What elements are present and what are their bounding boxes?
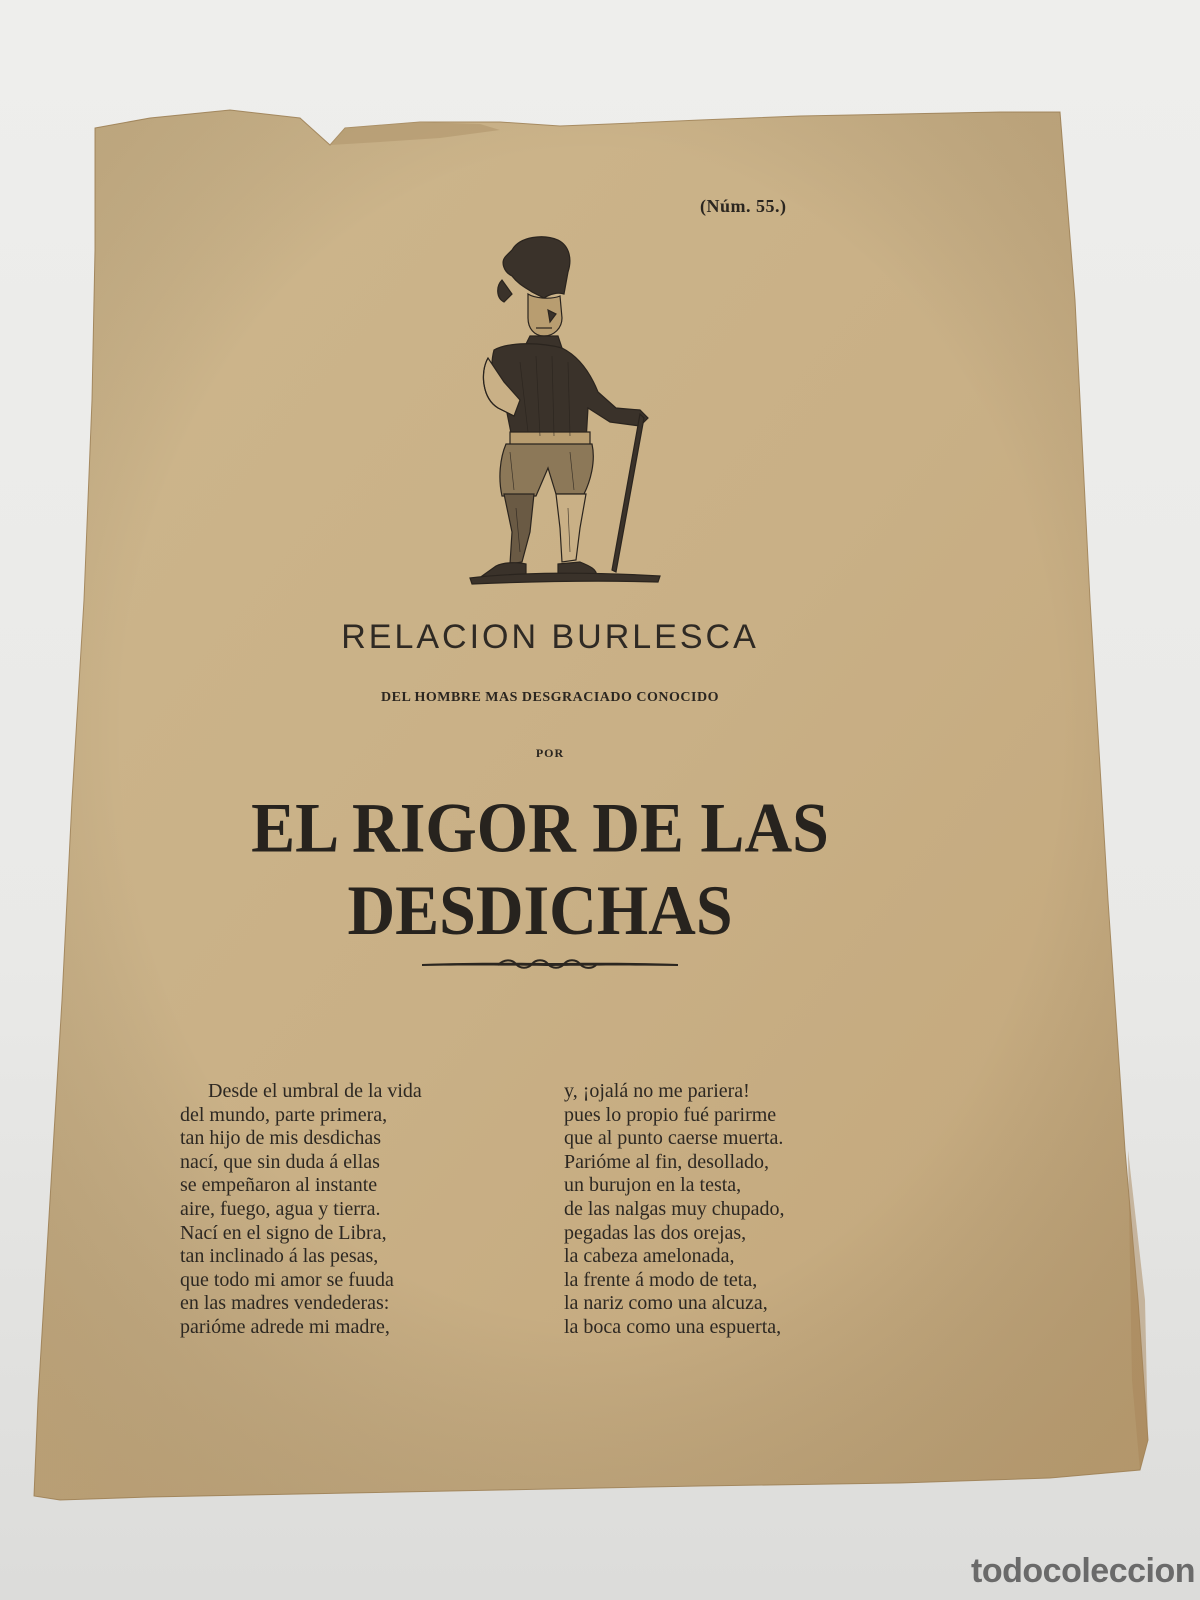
poem-line: nací, que sin duda á ellas <box>180 1150 380 1173</box>
poem-line: pues lo propio fué parirme <box>564 1103 777 1126</box>
ornamental-rule-icon <box>420 950 680 980</box>
poem-right-column <box>564 1080 894 1340</box>
por-label: POR <box>535 746 565 760</box>
poem-line: se empeñaron al instante <box>180 1174 378 1197</box>
poem-line: de las nalgas muy chupado, <box>564 1197 785 1220</box>
poem-line: la frente á modo de teta, <box>564 1268 758 1291</box>
poem-line: y, ¡ojalá no me pariera! <box>564 1080 750 1102</box>
title-relacion-burlesca: RELACION BURLESCA <box>341 618 759 656</box>
poem-line: la boca como una espuerta, <box>564 1315 782 1338</box>
main-title: EL RIGOR DE LAS DESDICHAS <box>251 789 829 950</box>
poem-line: Desde el umbral de la vida <box>208 1080 422 1102</box>
watermark-logo: todocoleccion <box>971 1552 1195 1590</box>
poem-line: que todo mi amor se fuuda <box>180 1268 394 1291</box>
poem-line: pegadas las dos orejas, <box>564 1221 747 1244</box>
poem-line: tan hijo de mis desdichas <box>180 1127 382 1150</box>
poem-line: que al punto caerse muerta. <box>564 1127 784 1150</box>
poem-left-column <box>180 1080 510 1340</box>
issue-number: (Núm. 55.) <box>700 196 787 216</box>
poem-line: Parióme al fin, desollado, <box>564 1150 769 1173</box>
poem-line: la nariz como una alcuza, <box>564 1292 768 1315</box>
subtitle: DEL HOMBRE MAS DESGRACIADO CONOCIDO <box>381 690 719 705</box>
poem-line: la cabeza amelonada, <box>564 1245 735 1268</box>
poem-line: un burujon en la testa, <box>564 1174 742 1197</box>
woodcut-man-icon <box>440 232 680 592</box>
poem-line: parióme adrede mi madre, <box>180 1315 390 1338</box>
poem-line: Nací en el signo de Libra, <box>180 1221 387 1244</box>
poem-line: en las madres vendederas: <box>180 1292 390 1315</box>
poem-line: aire, fuego, agua y tierra. <box>180 1197 381 1220</box>
poem-line: tan inclinado á las pesas, <box>180 1245 379 1268</box>
poem-line: del mundo, parte primera, <box>180 1103 388 1126</box>
